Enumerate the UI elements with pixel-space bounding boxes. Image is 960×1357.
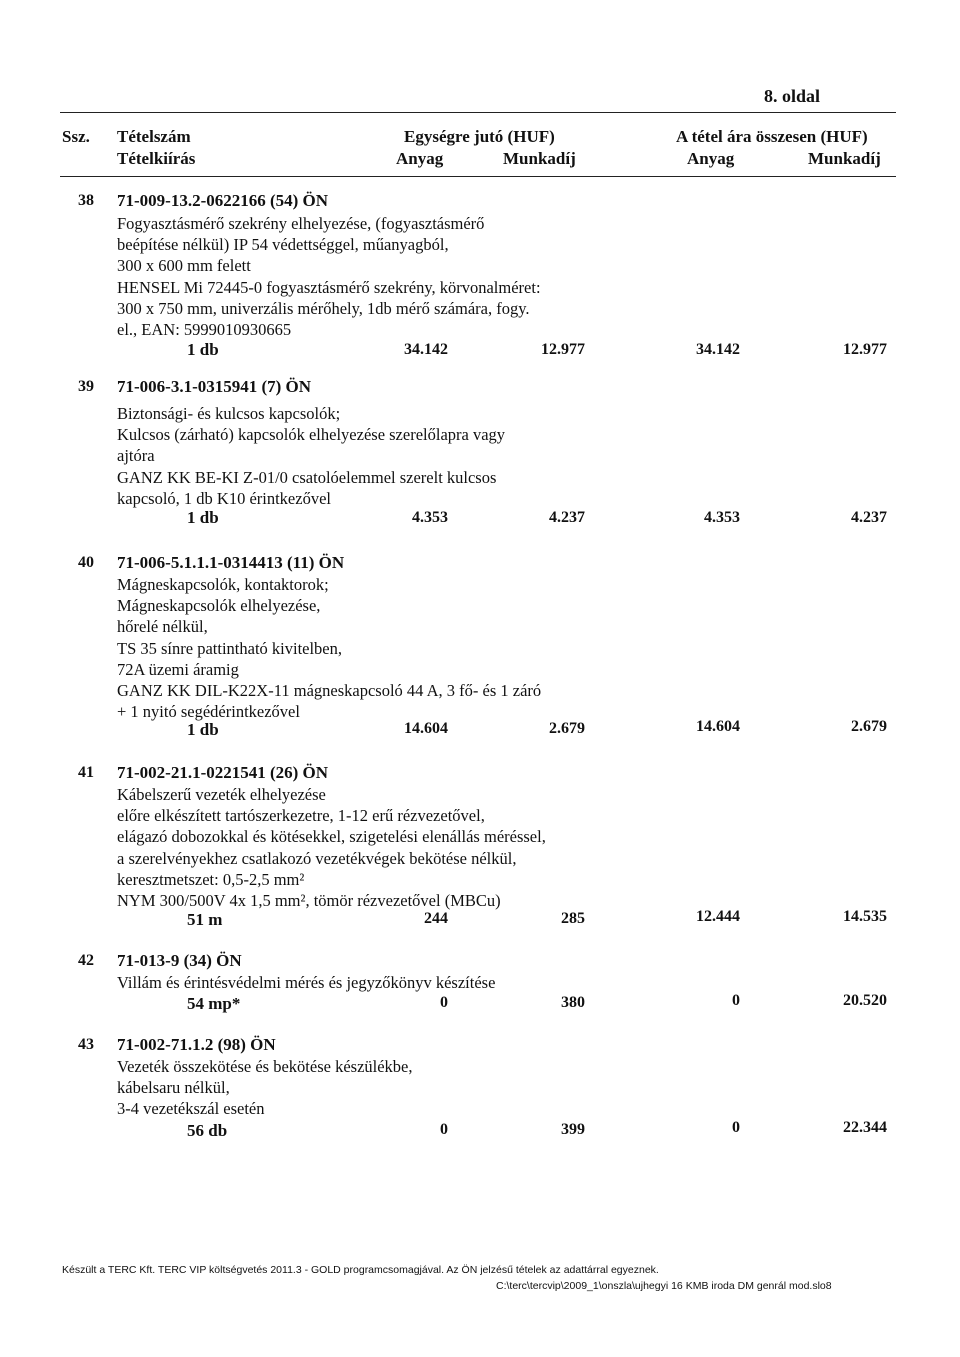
unit-munkadij-value: 285 <box>561 910 585 927</box>
description-line: 72A üzemi áramig <box>117 659 239 679</box>
description-line: Kulcsos (zárható) kapcsolók elhelyezése szerelőlapra vagy <box>117 425 506 445</box>
unit-munkadij-value: 399 <box>561 1121 585 1138</box>
item-quantity: 54 mp* <box>187 994 241 1013</box>
description-line: TS 35 sínre pattintható kivitelben, <box>117 638 343 658</box>
item-quantity: 51 m <box>187 910 223 929</box>
footer-note: Készült a TERC Kft. TERC VIP költségvetés 2011.3 - GOLD programcsomagjával. Az ÖN jelzésű tételek az adattárral egyeznek. <box>62 1264 659 1276</box>
description-line: Biztonsági- és kulcsos kapcsolók; <box>117 404 341 423</box>
description-line: kábelsaru nélkül, <box>117 1078 230 1098</box>
unit-anyag-value: 4.353 <box>412 509 448 526</box>
total-anyag-value: 0 <box>732 992 740 1009</box>
description-line: + 1 nyitó segédérintkezővel <box>117 702 300 722</box>
header-bottom-rule <box>60 176 896 177</box>
item-quantity: 1 db <box>187 508 219 527</box>
item-code: 71-006-3.1-0315941 (7) ÖN <box>117 377 312 396</box>
total-anyag-value: 34.142 <box>696 341 740 358</box>
item-code: 71-009-13.2-0622166 (54) ÖN <box>117 191 329 210</box>
description-line: előre elkészített tartószerkezetre, 1-12 erű rézvezetővel, <box>117 806 485 826</box>
item-description <box>117 1056 413 1120</box>
item-number: 41 <box>78 764 94 781</box>
description-line: ajtóra <box>117 446 155 466</box>
description-line: 3-4 vezetékszál esetén <box>117 1099 265 1119</box>
description-line: Fogyasztásmérő szekrény elhelyezése, (fogyasztásmérő <box>117 214 485 233</box>
description-line: a szerelvényekhez csatlakozó vezetékvégek bekötése nélkül, <box>117 848 517 868</box>
total-anyag-value: 14.604 <box>696 718 740 735</box>
description-line: GANZ KK BE-KI Z-01/0 csatolóelemmel szerelt kulcsos <box>117 467 497 487</box>
header-unit-munkadij: Munkadíj <box>503 149 576 168</box>
unit-munkadij-value: 380 <box>561 994 585 1011</box>
description-line: beépítése nélkül) IP 54 védettséggel, műanyagból, <box>117 235 449 255</box>
unit-anyag-value: 34.142 <box>404 341 448 358</box>
total-munkadij-value: 20.520 <box>843 992 887 1009</box>
total-munkadij-value: 22.344 <box>843 1119 887 1136</box>
header-total-munkadij: Munkadíj <box>808 149 881 168</box>
total-anyag-value: 12.444 <box>696 908 740 925</box>
header-total-anyag: Anyag <box>687 149 735 168</box>
item-description <box>117 213 541 340</box>
header-tetelkiiras: Tételkiírás <box>117 149 196 168</box>
unit-anyag-value: 0 <box>440 994 448 1011</box>
total-munkadij-value: 2.679 <box>851 718 887 735</box>
description-line: el., EAN: 5999010930665 <box>117 320 292 340</box>
header-tetel-ara-osszesen: A tétel ára összesen (HUF) <box>676 127 868 146</box>
description-line: HENSEL Mi 72445-0 fogyasztásmérő szekrény, körvonalméret: <box>117 277 541 297</box>
item-quantity: 56 db <box>187 1121 228 1140</box>
footer-file-path: C:\terc\tercvip\2009_1\onszla\ujhegyi 16 KMB iroda DM genrál mod.slo8 <box>496 1280 832 1292</box>
description-line: kapcsoló, 1 db K10 érintkezővel <box>117 488 331 508</box>
item-code: 71-006-5.1.1.1-0314413 (11) ÖN <box>117 553 345 572</box>
item-description <box>117 403 505 509</box>
total-anyag-value: 0 <box>732 1119 740 1136</box>
item-number: 38 <box>78 192 94 209</box>
item-number: 43 <box>78 1036 94 1053</box>
description-line: 300 x 750 mm, univerzális mérőhely, 1db mérő számára, fogy. <box>117 298 530 318</box>
header-tetelszam: Tételszám <box>117 127 191 146</box>
description-line: keresztmetszet: 0,5-2,5 mm² <box>117 869 305 889</box>
header-unit-anyag: Anyag <box>396 149 444 168</box>
total-munkadij-value: 4.237 <box>851 509 887 526</box>
item-quantity: 1 db <box>187 720 219 739</box>
item-description <box>117 972 495 993</box>
page-number: 8. oldal <box>764 86 821 106</box>
total-anyag-value: 4.353 <box>704 509 740 526</box>
description-line: Mágneskapcsolók elhelyezése, <box>117 596 321 616</box>
description-line: hőrelé nélkül, <box>117 617 208 637</box>
description-line: NYM 300/500V 4x 1,5 mm², tömör rézvezetővel (MBCu) <box>117 891 501 911</box>
item-code: 71-002-21.1-0221541 (26) ÖN <box>117 763 329 782</box>
header-ssz: Ssz. <box>62 127 90 146</box>
item-description <box>117 574 541 722</box>
description-line: GANZ KK DIL-K22X-11 mágneskapcsoló 44 A, 3 fő- és 1 záró <box>117 681 542 701</box>
item-code: 71-002-71.1.2 (98) ÖN <box>117 1035 276 1054</box>
unit-anyag-value: 0 <box>440 1121 448 1138</box>
item-code: 71-013-9 (34) ÖN <box>117 951 242 970</box>
description-line: Villám és érintésvédelmi mérés és jegyzőkönyv készítése <box>117 973 496 992</box>
unit-anyag-value: 244 <box>424 910 448 927</box>
description-line: 300 x 600 mm felett <box>117 256 251 276</box>
header-top-rule <box>60 112 896 113</box>
description-line: Kábelszerű vezeték elhelyezése <box>117 785 326 804</box>
total-munkadij-value: 14.535 <box>843 908 887 925</box>
item-number: 42 <box>78 952 94 969</box>
unit-anyag-value: 14.604 <box>404 720 448 737</box>
description-line: elágazó dobozokkal és kötésekkel, szigetelési elenállás méréssel, <box>117 827 546 847</box>
item-quantity: 1 db <box>187 340 219 359</box>
description-line: Vezeték összekötése és bekötése készülékbe, <box>117 1057 413 1076</box>
header-egysegre-juto: Egységre jutó (HUF) <box>404 127 555 146</box>
item-description <box>117 784 546 911</box>
total-munkadij-value: 12.977 <box>843 341 887 358</box>
unit-munkadij-value: 12.977 <box>541 341 585 358</box>
item-number: 40 <box>78 554 94 571</box>
item-number: 39 <box>78 378 94 395</box>
description-line: Mágneskapcsolók, kontaktorok; <box>117 575 329 594</box>
unit-munkadij-value: 4.237 <box>549 509 585 526</box>
unit-munkadij-value: 2.679 <box>549 720 585 737</box>
